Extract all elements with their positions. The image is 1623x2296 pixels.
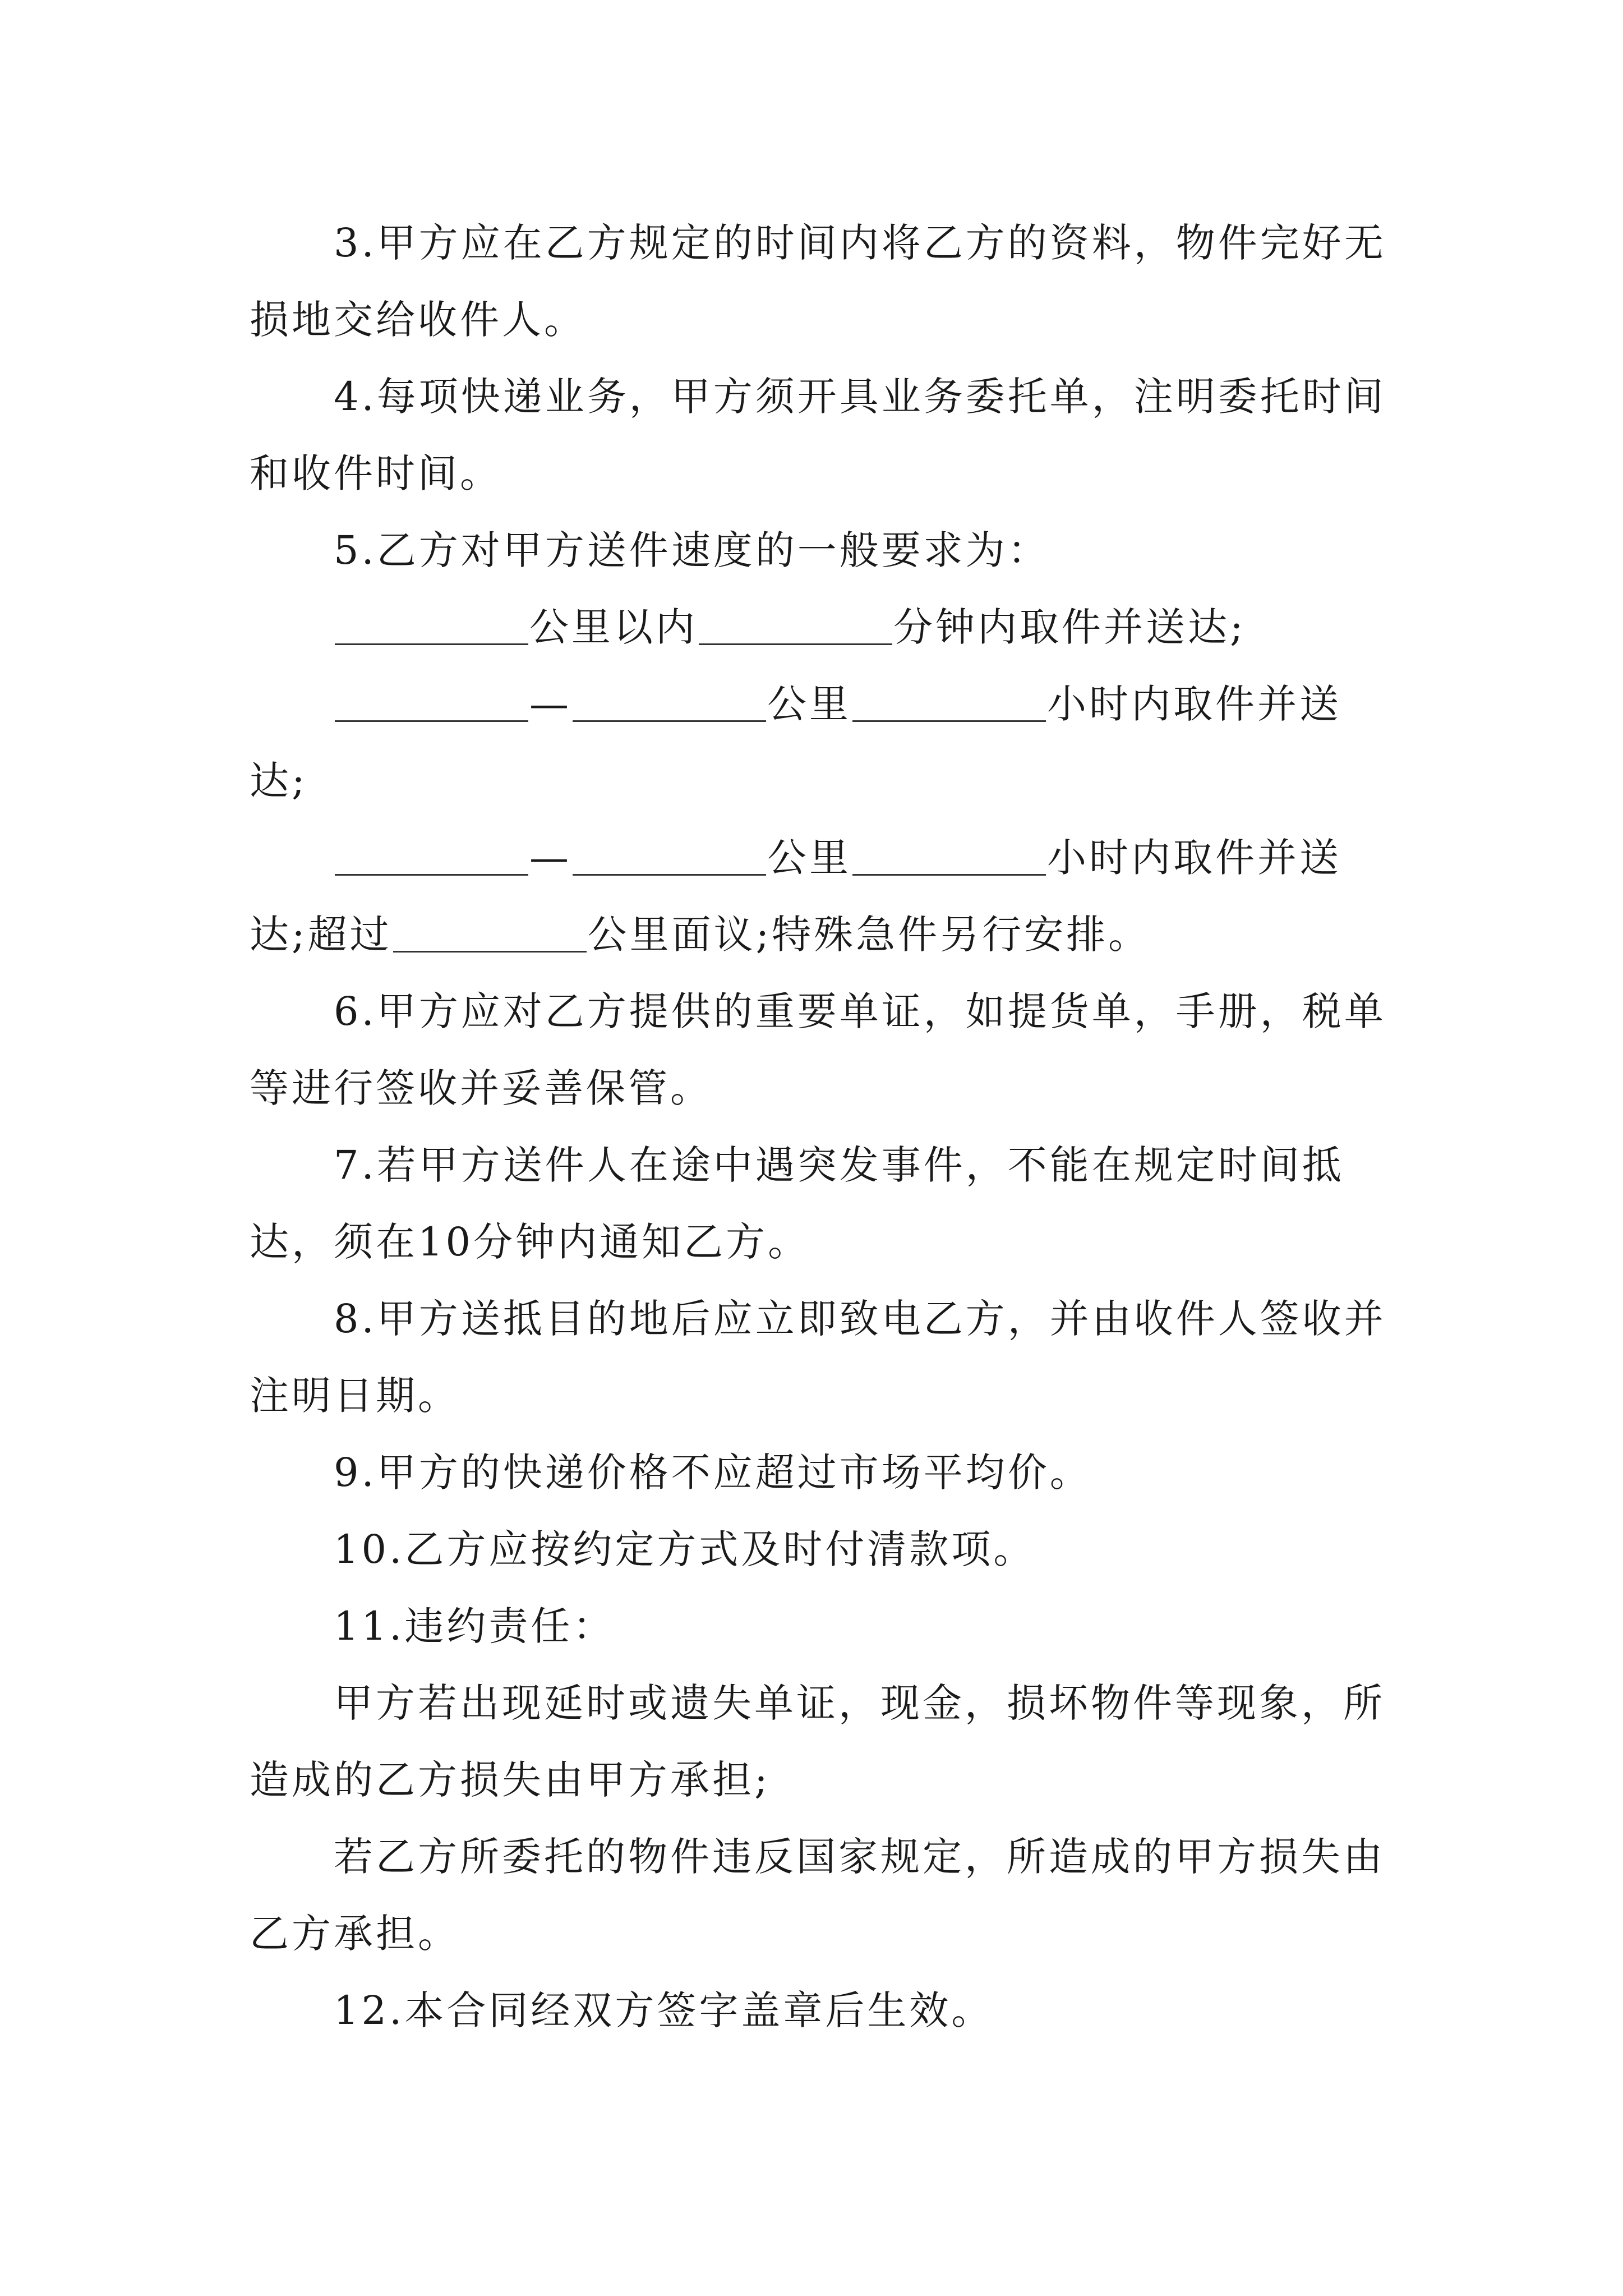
clause-9: 9.甲方的快递价格不应超过市场平均价。	[334, 1450, 1092, 1496]
clause-7: 7.若甲方送件人在途中遇突发事件，不能在规定时间抵达，须在10分钟内通知乙方。	[250, 1142, 1344, 1265]
blank-field[interactable]	[335, 681, 528, 722]
speed-line-2	[250, 666, 1394, 820]
speed-line-2-dash: —	[529, 681, 571, 727]
speed-line-1-seg1: 公里以内	[529, 604, 698, 650]
speed-line-3-seg3: 公里面议;特殊急件另行安排。	[587, 912, 1151, 958]
clause-4: 4.每项快递业务，甲方须开具业务委托单，注明委托时间和收件时间。	[250, 374, 1386, 496]
blank-field[interactable]	[852, 681, 1046, 722]
speed-line-2-seg1: 公里	[767, 681, 851, 727]
blank-field[interactable]	[335, 835, 528, 876]
speed-line-2-seg2: 小时内取件并送达;	[250, 681, 1341, 804]
blank-field[interactable]	[699, 604, 892, 645]
speed-line-3	[250, 820, 1394, 973]
clause-8: 8.甲方送抵目的地后应立即致电乙方，并由收件人签收并注明日期。	[250, 1296, 1386, 1419]
blank-field[interactable]	[573, 681, 766, 722]
blank-field[interactable]	[335, 604, 528, 645]
clause-10: 10.乙方应按约定方式及时付清款项。	[334, 1526, 1036, 1572]
contract-body	[250, 205, 1394, 2049]
clause-3: 3.甲方应在乙方规定的时间内将乙方的资料，物件完好无损地交给收件人。	[250, 220, 1386, 343]
clause-11-party-a: 甲方若出现延时或遗失单证，现金，损坏物件等现象，所造成的乙方损失由甲方承担;	[250, 1680, 1385, 1803]
clause-6: 6.甲方应对乙方提供的重要单证，如提货单，手册，税单等进行签收并妥善保管。	[250, 988, 1386, 1111]
clause-11: 11.违约责任：	[334, 1603, 615, 1649]
speed-line-1-seg2: 分钟内取件并送达;	[893, 604, 1246, 650]
speed-line-3-dash: —	[529, 835, 571, 881]
blank-field[interactable]	[852, 835, 1046, 876]
speed-line-3-seg1: 公里	[767, 835, 851, 881]
blank-field[interactable]	[393, 912, 587, 953]
speed-line-3-seg2: 小时内取件并送达;超过	[250, 835, 1341, 958]
speed-line-1	[250, 589, 1394, 666]
blank-field[interactable]	[573, 835, 766, 876]
clause-12: 12.本合同经双方签字盖章后生效。	[334, 1987, 994, 2033]
clause-5: 5.乙方对甲方送件速度的一般要求为：	[334, 527, 1050, 573]
clause-11-party-b: 若乙方所委托的物件违反国家规定，所造成的甲方损失由乙方承担。	[250, 1834, 1385, 1957]
